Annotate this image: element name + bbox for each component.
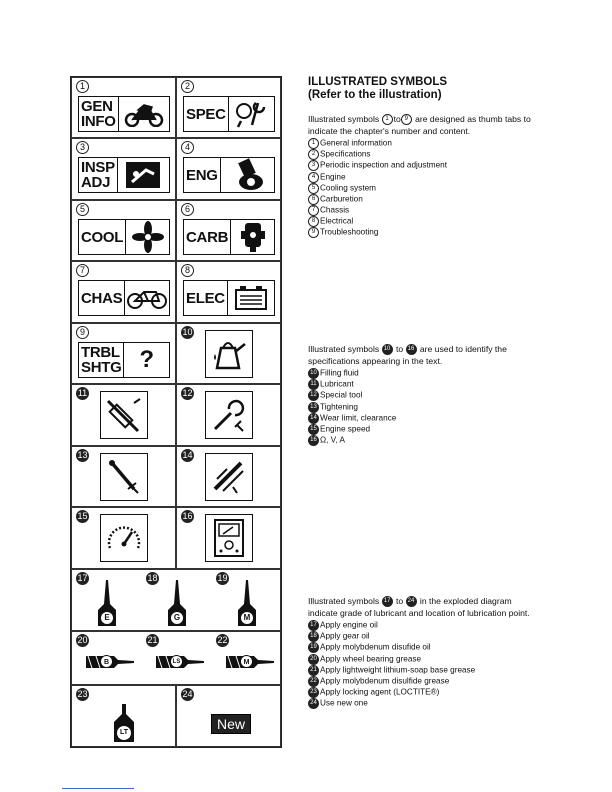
symbol-cell-8 bbox=[176, 261, 281, 323]
carburetor-icon bbox=[239, 221, 267, 253]
tab-label-line1: CARB bbox=[186, 228, 229, 246]
list-item: 1 General information bbox=[308, 138, 536, 149]
symbol-cell-3 bbox=[71, 138, 176, 200]
list-item: 4 Engine bbox=[308, 172, 536, 183]
oil-letter: E bbox=[101, 612, 113, 624]
oil-letter: M bbox=[241, 612, 253, 624]
new-badge: New bbox=[211, 714, 251, 734]
tab-label-line1: GEN bbox=[81, 98, 113, 115]
tab-label-line1: TRBL bbox=[81, 344, 120, 361]
spec-tab bbox=[183, 96, 275, 132]
tab-label-line1: ELEC bbox=[186, 289, 225, 307]
symbol-cell-16 bbox=[176, 507, 281, 569]
badge: 10 bbox=[382, 344, 393, 355]
symbol-number: 6 bbox=[181, 203, 194, 216]
list-item: 20 Apply wheel bearing grease bbox=[308, 654, 536, 665]
list-item: 7 Chassis bbox=[308, 205, 536, 216]
badge: 17 bbox=[382, 596, 393, 607]
symbol-number: 14 bbox=[182, 450, 193, 460]
symbol-number: 7 bbox=[76, 264, 89, 277]
list-item: 13 Tightening bbox=[308, 402, 536, 413]
oil-can-icon bbox=[209, 334, 249, 374]
symbol-number: 5 bbox=[76, 203, 89, 216]
engine-speed-symbol bbox=[100, 514, 148, 562]
page-subtitle: (Refer to the illustration) bbox=[308, 89, 442, 101]
list-item: 3 Periodic inspection and adjustment bbox=[308, 160, 536, 171]
chapter-list bbox=[308, 138, 536, 239]
spec-list bbox=[308, 368, 536, 446]
symbol-number: 21 bbox=[147, 635, 158, 645]
list-item: 2 Specifications bbox=[308, 149, 536, 160]
grease-gun-icon bbox=[104, 395, 144, 435]
symbol-number: 11 bbox=[77, 388, 88, 398]
tab-label-line1: ENG bbox=[186, 166, 218, 184]
symbol-number: 16 bbox=[182, 511, 193, 521]
symbol-number: 12 bbox=[182, 388, 193, 398]
section1-intro bbox=[308, 114, 536, 137]
lubricant-symbol bbox=[100, 391, 148, 439]
section2-intro bbox=[308, 344, 536, 367]
symbol-cell-10 bbox=[176, 323, 281, 384]
elec-tab bbox=[183, 280, 275, 316]
section-spec-symbols bbox=[308, 344, 536, 446]
tab-label-line1: COOL bbox=[81, 228, 124, 246]
tachometer-icon bbox=[104, 518, 144, 558]
intro-text: Illustrated symbols bbox=[308, 596, 380, 606]
carb-tab bbox=[183, 219, 275, 255]
badge: 24 bbox=[406, 596, 417, 607]
page-title: ILLUSTRATED SYMBOLS bbox=[308, 76, 448, 88]
symbol-number: 15 bbox=[77, 511, 88, 521]
filling-fluid-symbol bbox=[205, 330, 253, 378]
symbol-cell-15 bbox=[71, 507, 176, 569]
symbol-cell-14 bbox=[176, 446, 281, 507]
lubricant-list bbox=[308, 620, 536, 709]
list-item: 17 Apply engine oil bbox=[308, 620, 536, 631]
list-item: 15 Engine speed bbox=[308, 424, 536, 435]
intro-text: to bbox=[395, 596, 404, 606]
symbol-number: 20 bbox=[77, 635, 88, 645]
symbol-cell-2 bbox=[176, 77, 281, 138]
symbol-cell-11 bbox=[71, 384, 176, 446]
eng-tab bbox=[183, 157, 275, 193]
intro-text: are designed as thumb tabs to indicate the chapter's number and content. bbox=[308, 114, 531, 136]
list-item: 16 Ω, V, A bbox=[308, 435, 536, 446]
tab-label-line1: CHAS bbox=[81, 289, 123, 307]
intro-text: to bbox=[395, 344, 404, 354]
symbol-number: 13 bbox=[77, 450, 88, 460]
torque-wrench-icon bbox=[104, 457, 144, 497]
symbol-number: 3 bbox=[76, 141, 89, 154]
symbol-number: 24 bbox=[182, 689, 193, 699]
intro-text: to bbox=[393, 114, 401, 124]
symbol-cell-7 bbox=[71, 261, 176, 323]
symbol-row-greases bbox=[71, 631, 281, 685]
engine-icon bbox=[227, 158, 267, 192]
symbol-cell-5 bbox=[71, 200, 176, 261]
symbol-cell-4 bbox=[176, 138, 281, 200]
list-item: 6 Carburetion bbox=[308, 194, 536, 205]
symbol-cell-9 bbox=[71, 323, 176, 384]
list-item: 19 Apply molybdenum disufide oil bbox=[308, 642, 536, 653]
symbol-number: 23 bbox=[77, 689, 88, 699]
tightening-symbol bbox=[100, 453, 148, 501]
list-item: 12 Special tool bbox=[308, 390, 536, 401]
badge: 16 bbox=[406, 344, 417, 355]
symbol-number: 4 bbox=[181, 141, 194, 154]
fan-icon bbox=[132, 221, 164, 253]
inspection-icon bbox=[124, 160, 162, 190]
list-item: 10 Filling fluid bbox=[308, 368, 536, 379]
question-mark: ? bbox=[139, 346, 155, 373]
intro-text: in the exploded diagram indicate grade of lubricant and location of lubrication point. bbox=[308, 596, 530, 618]
symbol-number: 10 bbox=[182, 327, 193, 337]
symbol-grid bbox=[70, 76, 282, 748]
symbol-number: 8 bbox=[181, 264, 194, 277]
symbol-number: 2 bbox=[181, 80, 194, 93]
tab-label-line1: INSP bbox=[81, 159, 115, 176]
moly-oil-symbol bbox=[212, 570, 282, 632]
symbol-cell-23 bbox=[71, 685, 176, 747]
list-item: 22 Apply molybdenum disulfide grease bbox=[308, 676, 536, 687]
symbol-row-oils bbox=[71, 569, 281, 631]
special-tool-icon bbox=[209, 395, 249, 435]
caliper-icon bbox=[209, 457, 249, 497]
tab-label-line2: SHTG bbox=[81, 359, 122, 376]
badge: 1 bbox=[382, 114, 393, 125]
oil-letter: G bbox=[171, 612, 183, 624]
lithium-grease-symbol bbox=[142, 632, 212, 686]
grease-letter: M bbox=[240, 655, 253, 668]
special-tool-symbol bbox=[205, 391, 253, 439]
wear-limit-symbol bbox=[205, 453, 253, 501]
intro-text: Illustrated symbols bbox=[308, 344, 380, 354]
lt-letter: LT bbox=[117, 726, 131, 740]
engine-oil-symbol bbox=[72, 570, 142, 632]
footer-rule bbox=[62, 788, 134, 789]
grease-letter: B bbox=[100, 655, 113, 668]
bicycle-frame-icon bbox=[126, 286, 168, 310]
moly-grease-symbol bbox=[212, 632, 282, 686]
symbol-number: 19 bbox=[217, 573, 228, 583]
symbol-cell-6 bbox=[176, 200, 281, 261]
symbol-cell-24 bbox=[176, 685, 281, 747]
symbol-number: 1 bbox=[76, 80, 89, 93]
intro-text: Illustrated symbols bbox=[308, 114, 380, 124]
list-item: 11 Lubricant bbox=[308, 379, 536, 390]
list-item: 23 Apply locking agent (LOCTITE®) bbox=[308, 687, 536, 698]
symbol-cell-12 bbox=[176, 384, 281, 446]
insp-adj-tab bbox=[78, 157, 170, 193]
chas-tab bbox=[78, 280, 170, 316]
grease-letter: LS bbox=[170, 655, 183, 668]
symbol-cell-1 bbox=[71, 77, 176, 138]
wrench-gauge-icon bbox=[234, 99, 268, 129]
list-item: 9 Troubleshooting bbox=[308, 227, 536, 238]
section-lubricant-symbols bbox=[308, 596, 536, 709]
wheel-bearing-grease-symbol bbox=[72, 632, 142, 686]
symbol-cell-13 bbox=[71, 446, 176, 507]
symbol-number: 18 bbox=[147, 573, 158, 583]
tab-label-line1: SPEC bbox=[186, 105, 226, 123]
intro-text: are used to identify the specifications appearing in the text. bbox=[308, 344, 507, 366]
motorcycle-icon bbox=[124, 101, 164, 127]
tab-label-line2: ADJ bbox=[81, 174, 111, 191]
list-item: 5 Cooling system bbox=[308, 183, 536, 194]
symbol-number: 9 bbox=[76, 326, 89, 339]
symbol-number: 17 bbox=[77, 573, 88, 583]
list-item: 18 Apply gear oil bbox=[308, 631, 536, 642]
electrical-value-symbol bbox=[205, 514, 253, 562]
section3-intro bbox=[308, 596, 536, 619]
tab-label-line2: INFO bbox=[81, 113, 116, 130]
gear-oil-symbol bbox=[142, 570, 212, 632]
section-thumb-tabs bbox=[308, 76, 536, 239]
list-item: 24 Use new one bbox=[308, 698, 536, 709]
battery-icon bbox=[234, 285, 268, 311]
symbol-number: 22 bbox=[217, 635, 228, 645]
list-item: 8 Electrical bbox=[308, 216, 536, 227]
list-item: 21 Apply lightweight lithium-soap base grease bbox=[308, 665, 536, 676]
badge: 9 bbox=[401, 114, 412, 125]
cool-tab bbox=[78, 219, 170, 255]
list-item: 14 Wear limit, clearance bbox=[308, 413, 536, 424]
gen-info-tab bbox=[78, 96, 170, 132]
trbl-shtg-tab bbox=[78, 342, 170, 378]
multimeter-icon bbox=[211, 518, 247, 558]
